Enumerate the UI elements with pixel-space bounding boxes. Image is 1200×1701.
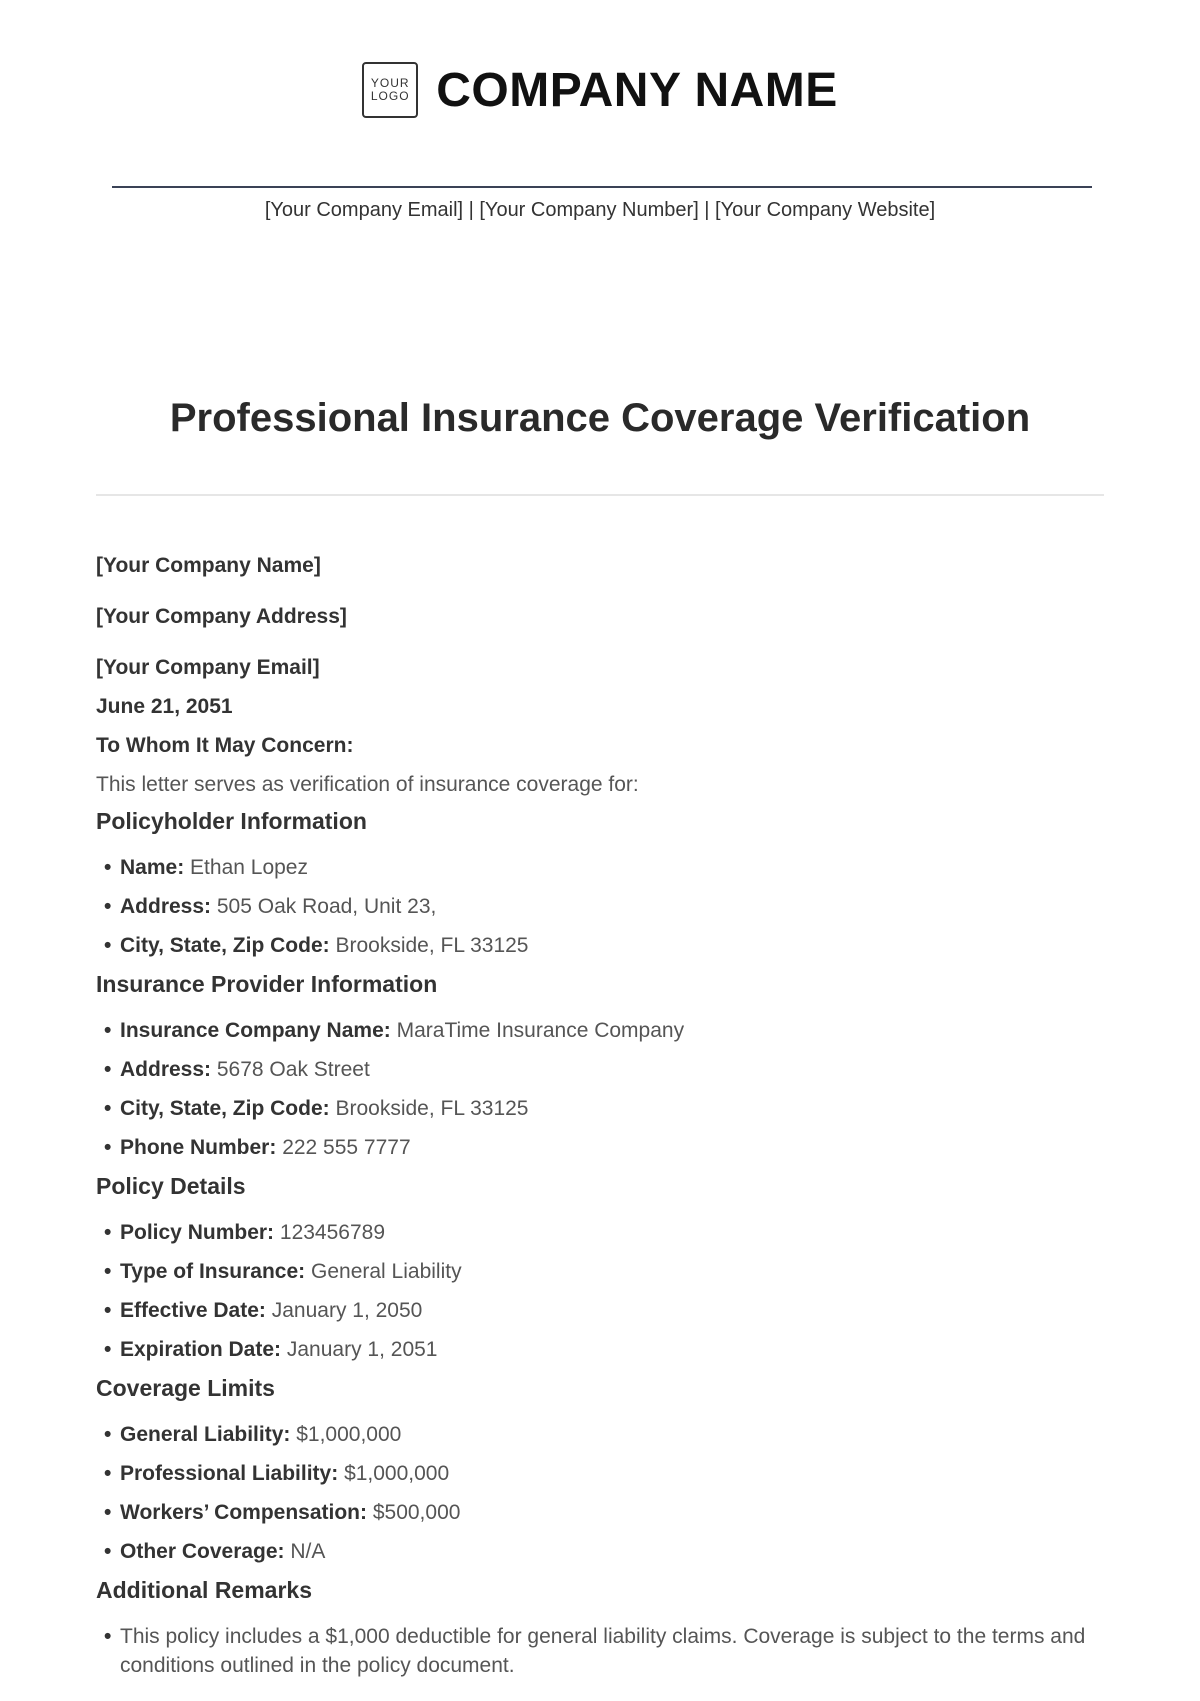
item-value: General Liability	[311, 1260, 462, 1283]
item-label: Expiration Date:	[120, 1338, 282, 1361]
item-value: Brookside, FL 33125	[335, 934, 529, 957]
list-item	[96, 1218, 1106, 1247]
item-value: 123456789	[279, 1221, 386, 1244]
item-label: Type of Insurance:	[120, 1260, 306, 1283]
intro-paragraph: This letter serves as verification of insurance coverage for:	[96, 773, 639, 796]
list-item	[96, 1537, 1106, 1566]
item-label: Policy Number:	[120, 1221, 275, 1244]
item-label: City, State, Zip Code:	[120, 934, 330, 957]
item-label: Professional Liability:	[120, 1462, 339, 1485]
section-title-provider: Insurance Provider Information	[96, 971, 438, 997]
item-label: Effective Date:	[120, 1299, 266, 1322]
section-title-policyholder: Policyholder Information	[96, 808, 367, 834]
limits-list	[96, 1420, 1106, 1566]
item-label: General Liability:	[120, 1423, 291, 1446]
title-divider	[96, 494, 1104, 496]
letterhead	[0, 62, 1200, 118]
list-item	[96, 931, 1106, 960]
letter-date: June 21, 2051	[96, 695, 233, 718]
item-value: N/A	[290, 1540, 326, 1563]
sender-company-email: [Your Company Email]	[96, 656, 320, 679]
section-title-limits: Coverage Limits	[96, 1375, 275, 1401]
item-label: Address:	[120, 1058, 212, 1081]
document-title: Professional Insurance Coverage Verification	[169, 396, 1031, 440]
item-label: City, State, Zip Code:	[120, 1097, 330, 1120]
salutation: To Whom It May Concern:	[96, 734, 354, 757]
sender-company-address: [Your Company Address]	[96, 605, 347, 628]
list-item	[96, 1055, 1106, 1084]
item-label: Address:	[120, 895, 212, 918]
item-value: Ethan Lopez	[190, 856, 308, 879]
logo-text-line2: LOGO	[370, 89, 410, 103]
item-value: Brookside, FL 33125	[335, 1097, 529, 1120]
list-item	[96, 1459, 1106, 1488]
list-item	[96, 1296, 1106, 1325]
item-label: Workers’ Compensation:	[120, 1501, 367, 1524]
company-logo	[362, 62, 418, 118]
provider-list	[96, 1016, 1106, 1162]
list-item	[96, 1133, 1106, 1162]
item-value: January 1, 2051	[286, 1338, 438, 1361]
item-value: $1,000,000	[344, 1462, 450, 1485]
company-name: COMPANY NAME	[436, 63, 838, 117]
item-label: Insurance Company Name:	[120, 1019, 391, 1042]
logo-text-line1: YOUR	[370, 76, 410, 90]
policyholder-list	[96, 853, 1106, 960]
list-item	[96, 1094, 1106, 1123]
item-value: January 1, 2050	[271, 1299, 423, 1322]
remarks-list	[96, 1622, 1106, 1680]
item-label: Other Coverage:	[120, 1540, 285, 1563]
item-label: Phone Number:	[120, 1136, 277, 1159]
item-value: $500,000	[372, 1501, 461, 1524]
remark-text: • This policy includes a $1,000 deductible for general liability claims. Coverage is subject to the terms and conditions outlined in the policy document.	[96, 1622, 1106, 1680]
header-divider	[112, 186, 1092, 188]
section-title-remarks: Additional Remarks	[96, 1577, 312, 1603]
item-value: MaraTime Insurance Company	[396, 1019, 685, 1042]
item-value: $1,000,000	[296, 1423, 402, 1446]
list-item	[96, 1016, 1106, 1045]
policy-list	[96, 1218, 1106, 1364]
list-item	[96, 1335, 1106, 1364]
list-item	[96, 853, 1106, 882]
section-title-policy: Policy Details	[96, 1173, 246, 1199]
company-contact-line: [Your Company Email] | [Your Company Number] | [Your Company Website]	[264, 199, 936, 221]
item-value: 222 555 7777	[282, 1136, 411, 1159]
list-item	[96, 892, 1106, 921]
item-value: 505 Oak Road, Unit 23,	[216, 895, 437, 918]
letter-body	[96, 551, 1106, 1690]
sender-company-name: [Your Company Name]	[96, 554, 321, 577]
list-item	[96, 1420, 1106, 1449]
list-item	[96, 1257, 1106, 1286]
item-value: 5678 Oak Street	[216, 1058, 370, 1081]
list-item	[96, 1498, 1106, 1527]
item-label: Name:	[120, 856, 185, 879]
